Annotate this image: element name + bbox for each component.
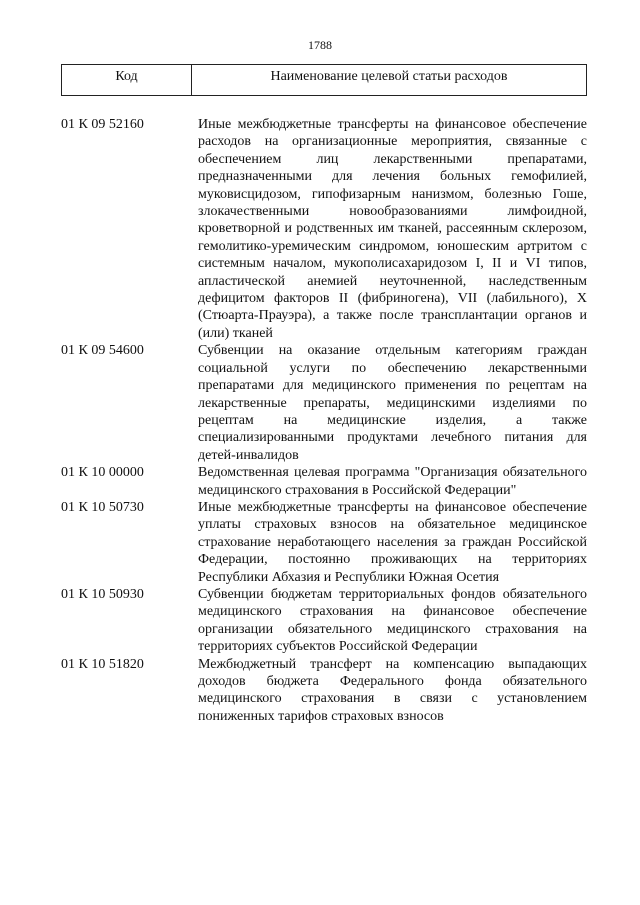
row-description: Иные межбюджетные трансферты на финансовое обеспечение уплаты страховых взносов на обязательное медицинское страхование неработающего населения за граждан Российской Федерации, постоянно проживающих на территориях Республики Абхазия и Республики Южная Осетия [198, 499, 587, 585]
header-code-column: Код [62, 65, 192, 95]
row-code: 01 К 10 50730 [61, 499, 144, 515]
table-row [61, 586, 587, 656]
row-code: 01 К 10 50930 [61, 586, 144, 602]
table-header [61, 64, 587, 96]
row-description: Субвенции на оказание отдельным категориям граждан социальной услуги по обеспечению лекарственными препаратами для медицинского применения по рецептам на лекарственные препараты, медицинскими изделиями по рецептам на медицинские изделия, а также специализированными продуктами лечебного питания для детей-инвалидов [198, 343, 587, 463]
budget-items-list [61, 116, 587, 725]
header-name-column: Наименование целевой статьи расходов [270, 69, 508, 84]
row-code: 01 К 09 52160 [61, 117, 144, 132]
table-row [61, 342, 587, 464]
table-row [61, 116, 587, 342]
row-code: 01 К 10 00000 [61, 465, 144, 481]
table-row [61, 464, 587, 499]
row-description: Межбюджетный трансферт на компенсацию выпадающих доходов бюджета Федерального фонда обязательного медицинского страхования в связи с установлением пониженных тарифов страховых взносов [198, 656, 587, 724]
row-description: Ведомственная целевая программа "Организация обязательного медицинского страхования в Российской Федерации" [198, 465, 587, 498]
row-description: Иные межбюджетные трансферты на финансовое обеспечение расходов на организационные мероприятия, связанные с обеспечением лиц лекарственными препаратами, предназначенными для лечения больных гемофилией, муковисцидозом, гипофизарным нанизмом, болезнью Гоше, злокачественными новообразованиями лимфоидной, кроветворной и родственных им тканей, рассеянным склерозом, гемолитико-уремическим синдромом, юношеским артритом с системным началом, мукополисахаридозом I, II и VI типов, апластической анемией неуточненной, наследственным дефицитом факторов II (фибриногена), VII (лабильного), X (Стюарта-Прауэра), а также после трансплантации органов и (или) тканей [198, 117, 587, 341]
page-number: 1788 [308, 38, 332, 52]
table-row [61, 656, 587, 726]
row-description: Субвенции бюджетам территориальных фондов обязательного медицинского страхования на финансовое обеспечение организации обязательного медицинского страхования на территориях субъектов Российской Федерации [198, 586, 587, 655]
row-code: 01 К 10 51820 [61, 656, 144, 672]
row-code: 01 К 09 54600 [61, 343, 144, 359]
table-row [61, 499, 587, 586]
